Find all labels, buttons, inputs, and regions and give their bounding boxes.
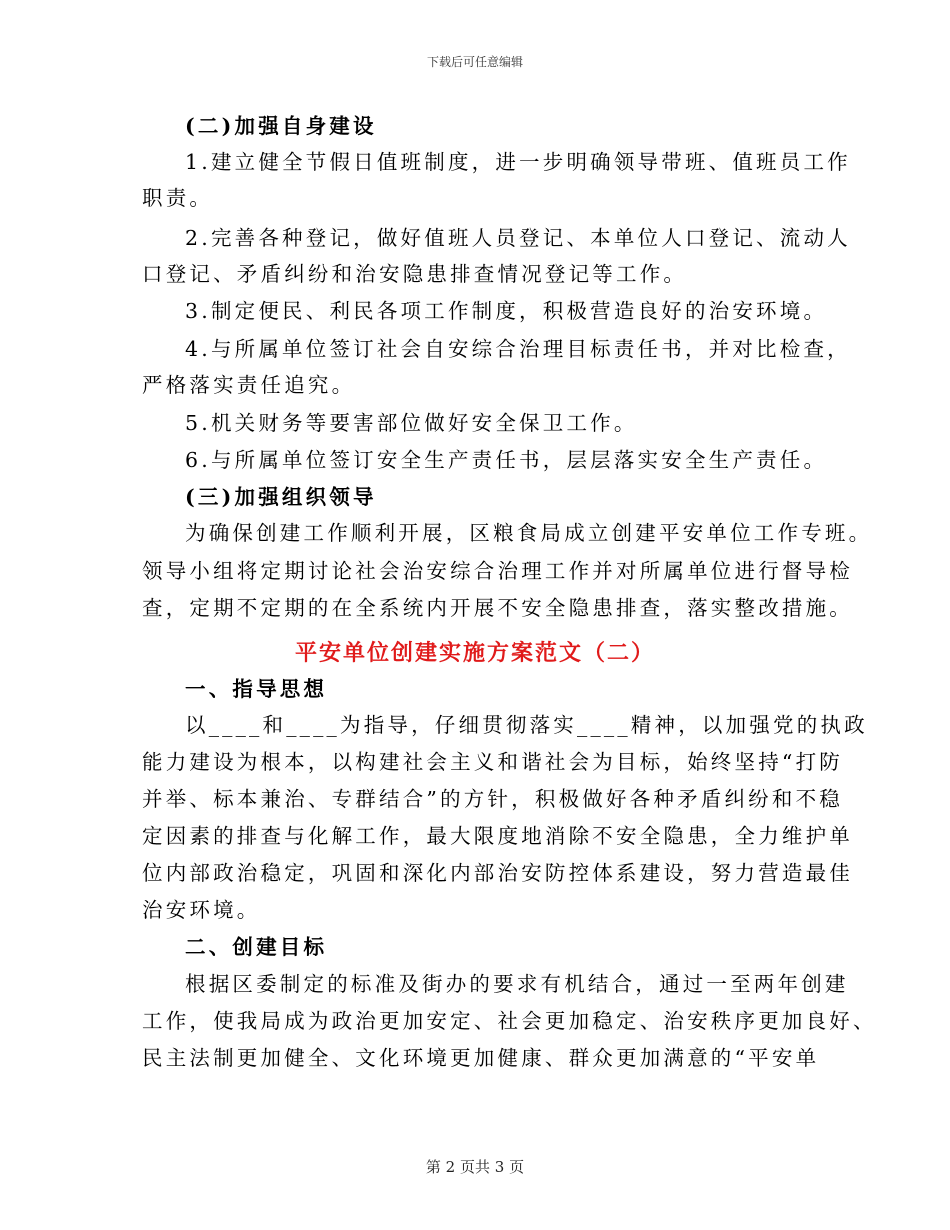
paragraph-line: 能力建设为根本，以构建社会主义和谐社会为目标，始终坚持“打防: [142, 750, 843, 774]
paragraph-line: 根据区委制定的标准及街办的要求有机结合，通过一至两年创建: [185, 972, 849, 996]
paragraph-line: 定因素的排查与化解工作，最大限度地消除不安全隐患，全力维护单: [142, 824, 853, 848]
paragraph-line: 民主法制更加健全、文化环境更加健康、群众更加满意的“平安单: [142, 1046, 820, 1070]
page-footer: 第 2 页共 3 页: [425, 1158, 525, 1176]
section-heading: 一、指导思想: [185, 677, 328, 701]
list-item-line: 1.建立健全节假日值班制度，进一步明确领导带班、值班员工作: [185, 150, 851, 174]
paragraph-line: 查，定期不定期的在全系统内开展不安全隐患排查，落实整改措施。: [142, 596, 853, 620]
paragraph-line: 以____和____为指导，仔细贯彻落实____精神，以加强党的执政: [185, 713, 868, 737]
page-header: 下载后可任意编辑: [426, 55, 523, 69]
section-heading: (三)加强组织领导: [185, 485, 377, 509]
list-item-line: 6.与所属单位签订安全生产责任书，层层落实安全生产责任。: [185, 448, 828, 472]
paragraph-line: 领导小组将定期讨论社会治安综合治理工作并对所属单位进行督导检: [142, 559, 853, 583]
paragraph-line: 治安环境。: [142, 898, 261, 922]
list-item-line: 2.完善各种登记，做好值班人员登记、本单位人口登记、流动人: [185, 226, 851, 250]
section-heading: (二)加强自身建设: [185, 114, 377, 138]
list-item-line: 职责。: [142, 186, 214, 210]
document-title: 平安单位创建实施方案范文（二）: [294, 640, 655, 666]
paragraph-line: 位内部政治稳定，巩固和深化内部治安防控体系建设，努力营造最佳: [142, 861, 853, 885]
list-item-line: 严格落实责任追究。: [142, 373, 356, 397]
paragraph-line: 工作，使我局成为政治更加安定、社会更加稳定、治安秩序更加良好、: [142, 1009, 877, 1033]
section-heading: 二、创建目标: [185, 935, 328, 959]
paragraph-line: 为确保创建工作顺利开展，区粮食局成立创建平安单位工作专班。: [185, 521, 873, 545]
paragraph-line: 并举、标本兼治、专群结合”的方针，积极做好各种矛盾纠纷和不稳: [142, 787, 843, 811]
list-item-line: 5.机关财务等要害部位做好安全保卫工作。: [185, 411, 638, 435]
list-item-line: 3.制定便民、利民各项工作制度，积极营造良好的治安环境。: [185, 299, 828, 323]
list-item-line: 口登记、矛盾纠纷和治安隐患排查情况登记等工作。: [142, 262, 688, 286]
list-item-line: 4.与所属单位签订社会自安综合治理目标责任书，并对比检查，: [185, 337, 851, 361]
